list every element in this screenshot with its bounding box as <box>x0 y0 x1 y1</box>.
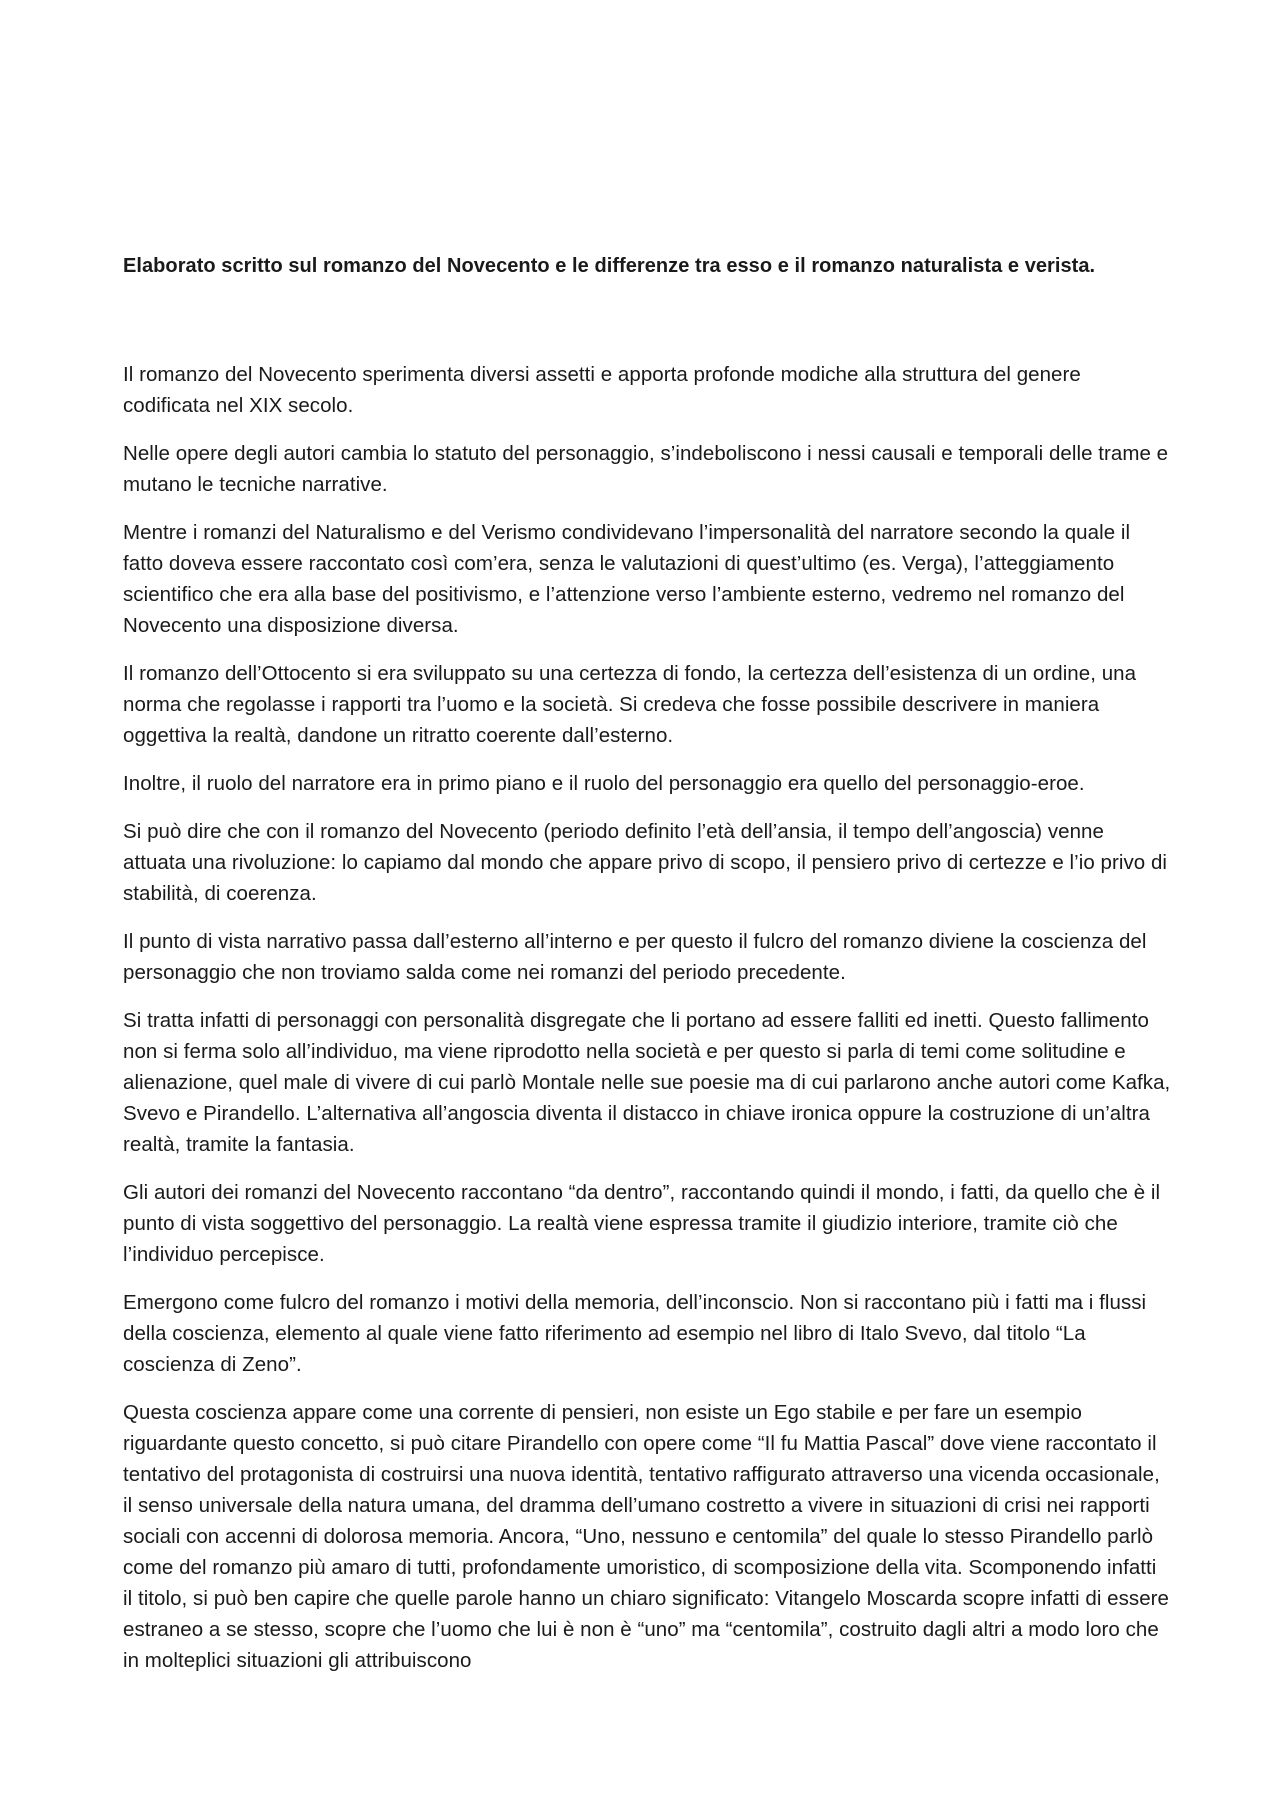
paragraph-3: Mentre i romanzi del Naturalismo e del Verismo condividevano l’impersonalità del narratore secondo la quale il fatto doveva essere raccontato così com’era, senza le valutazioni di quest’ultimo (es. Verga), l’atteggiamento scientifico che era alla base del positivismo, e l’attenzione verso l’ambiente esterno, vedremo nel romanzo del Novecento una disposizione diversa. <box>123 521 1131 637</box>
paragraph-5: Inoltre, il ruolo del narratore era in primo piano e il ruolo del personaggio era quello del personaggio-eroe. <box>123 772 1085 795</box>
paragraph-7: Il punto di vista narrativo passa dall’esterno all’interno e per questo il fulcro del romanzo diviene la coscienza del personaggio che non troviamo salda come nei romanzi del periodo precedente. <box>123 930 1147 984</box>
paragraph-11: Questa coscienza appare come una corrente di pensieri, non esiste un Ego stabile e per fare un esempio riguardante questo concetto, si può citare Pirandello con opere come “Il fu Mattia Pascal” dove viene raccontato il tentativo del protagonista di costruirsi una nuova identità, tentativo raffigurato attraverso una vicenda occasionale, il senso universale della natura umana, del dramma dell’umano costretto a vivere in situazioni di crisi nei rapporti sociali con accenni di dolorosa memoria. Ancora, “Uno, nessuno e centomila” del quale lo stesso Pirandello parlò come del romanzo più amaro di tutti, profondamente umoristico, di scomposizione della vita. Scomponendo infatti il titolo, si può ben capire che quelle parole hanno un chiaro significato: Vitangelo Moscarda scopre infatti di essere estraneo a se stesso, scopre che l’uomo che lui è non è “uno” ma “centomila”, costruito dagli altri a modo loro che in molteplici situazioni gli attribuiscono <box>123 1401 1170 1672</box>
paragraph-10: Emergono come fulcro del romanzo i motivi della memoria, dell’inconscio. Non si raccontano più i fatti ma i flussi della coscienza, elemento al quale viene fatto riferimento ad esempio nel libro di Italo Svevo, dal titolo “La coscienza di Zeno”. <box>123 1291 1147 1376</box>
document-body <box>123 251 1171 1693</box>
paragraph-2: Nelle opere degli autori cambia lo statuto del personaggio, s’indeboliscono i nessi causali e temporali delle trame e mutano le tecniche narrative. <box>123 442 1169 496</box>
paragraph-1: Il romanzo del Novecento sperimenta diversi assetti e apporta profonde modiche alla struttura del genere codificata nel XIX secolo. <box>123 363 1081 417</box>
paragraph-6: Si può dire che con il romanzo del Novecento (periodo definito l’età dell’ansia, il tempo dell’angoscia) venne attuata una rivoluzione: lo capiamo dal mondo che appare privo di scopo, il pensiero privo di certezze e l’io privo di stabilità, di coerenza. <box>123 820 1168 905</box>
document-title: Elaborato scritto sul romanzo del Novecento e le differenze tra esso e il romanzo naturalista e verista. <box>123 255 1096 277</box>
paragraph-9: Gli autori dei romanzi del Novecento raccontano “da dentro”, raccontando quindi il mondo, i fatti, da quello che è il punto di vista soggettivo del personaggio. La realtà viene espressa tramite il giudizio interiore, tramite ciò che l’individuo percepisce. <box>123 1181 1161 1266</box>
paragraph-4: Il romanzo dell’Ottocento si era sviluppato su una certezza di fondo, la certezza dell’esistenza di un ordine, una norma che regolasse i rapporti tra l’uomo e la società. Si credeva che fosse possibile descrivere in maniera oggettiva la realtà, dandone un ritratto coerente dall’esterno. <box>123 662 1137 747</box>
paragraph-8: Si tratta infatti di personaggi con personalità disgregate che li portano ad essere falliti ed inetti. Questo fallimento non si ferma solo all’individuo, ma viene riprodotto nella società e per questo si parla di temi come solitudine e alienazione, quel male di vivere di cui parlò Montale nelle sue poesie ma di cui parlarono anche autori come Kafka, Svevo e Pirandello. L’alternativa all’angoscia diventa il distacco in chiave ironica oppure la costruzione di un’altra realtà, tramite la fantasia. <box>123 1009 1171 1156</box>
